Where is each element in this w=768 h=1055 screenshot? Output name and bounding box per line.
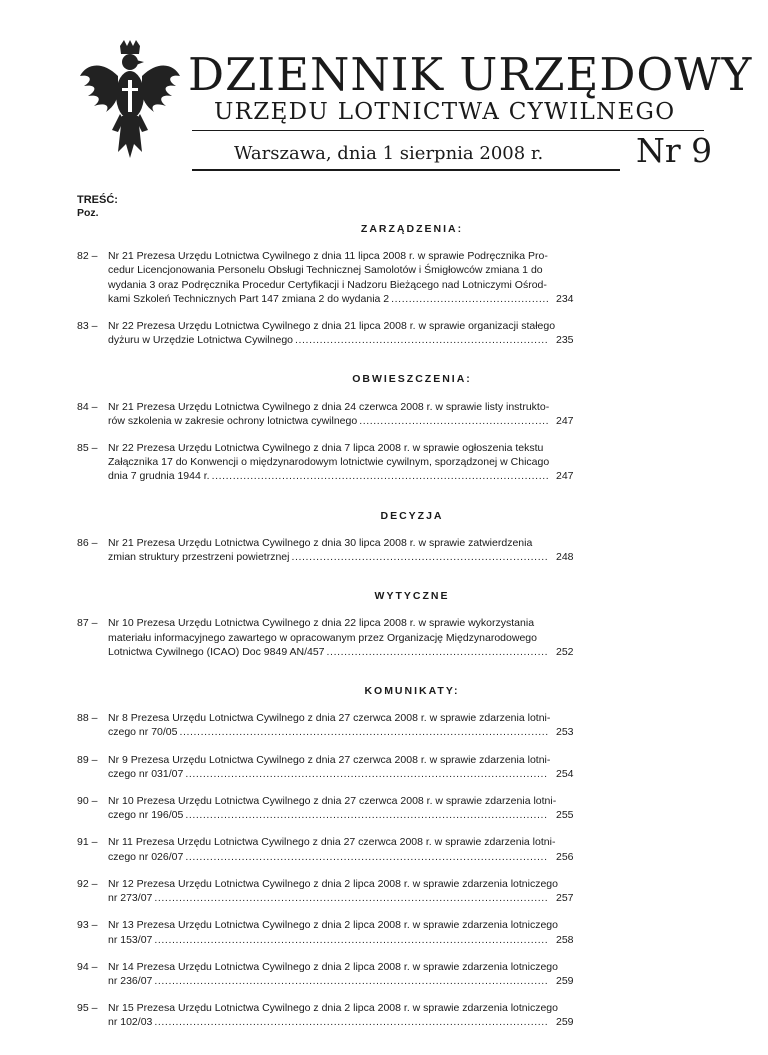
entry-text-line: Nr 21 Prezesa Urzędu Lotnictwa Cywilnego z dnia 24 czerwca 2008 r. w sprawie listy instrukto- xyxy=(108,400,550,413)
toc-entry[interactable] xyxy=(77,441,697,484)
page-number: 234 xyxy=(556,292,574,305)
entry-last-line xyxy=(108,808,576,822)
toc-entry[interactable] xyxy=(77,1001,697,1029)
page-number: 258 xyxy=(556,933,574,946)
entry-text-line: Nr 21 Prezesa Urzędu Lotnictwa Cywilnego z dnia 11 lipca 2008 r. w sprawie Podręcznika Pro- xyxy=(108,250,548,263)
section-heading: OBWIESZCZENIA: xyxy=(352,373,472,386)
page-number: 256 xyxy=(556,850,574,863)
toc-entry[interactable] xyxy=(77,918,697,946)
entry-number: 90 – xyxy=(77,795,98,808)
issue-date: Warszawa, dnia 1 sierpnia 2008 r. xyxy=(234,143,544,164)
entry-number: 92 – xyxy=(77,877,98,890)
toc-poz-label: Poz. xyxy=(77,207,99,219)
leader-dots xyxy=(154,1015,548,1029)
entry-description xyxy=(108,711,576,739)
entry-text-line: Nr 12 Prezesa Urzędu Lotnictwa Cywilnego z dnia 2 lipca 2008 r. w sprawie zdarzenia lotniczego xyxy=(108,877,558,890)
leader-dots xyxy=(295,333,548,347)
entry-last-line xyxy=(108,974,576,988)
entry-description xyxy=(108,753,576,781)
toc-entry[interactable] xyxy=(77,616,697,659)
entry-number: 82 – xyxy=(77,250,98,263)
toc-entry[interactable] xyxy=(77,400,697,428)
entry-text-line: Nr 15 Prezesa Urzędu Lotnictwa Cywilnego z dnia 2 lipca 2008 r. w sprawie zdarzenia lotniczego xyxy=(108,1002,558,1015)
table-of-contents xyxy=(77,222,697,1055)
leader-dots xyxy=(359,414,548,428)
page-number: 235 xyxy=(556,334,574,347)
leader-dots xyxy=(327,645,548,659)
page-number: 253 xyxy=(556,726,574,739)
entry-number: 89 – xyxy=(77,753,98,766)
journal-subtitle: URZĘDU LOTNICTWA CYWILNEGO xyxy=(214,99,676,125)
entry-number: 95 – xyxy=(77,1002,98,1015)
entry-number: 93 – xyxy=(77,919,98,932)
toc-entry[interactable] xyxy=(77,835,697,863)
section-heading: KOMUNIKATY: xyxy=(364,685,460,698)
entry-text-line: Załącznika 17 do Konwencji o międzynarodowym lotnictwie cywilnym, sporządzonej w Chicago xyxy=(108,456,550,469)
leader-dots xyxy=(154,974,548,988)
entry-text-line: nr 273/07 xyxy=(108,892,153,905)
entry-text-line: nr 102/03 xyxy=(108,1016,153,1029)
page-number: 259 xyxy=(556,974,574,987)
entry-text-line: czego nr 031/07 xyxy=(108,767,184,780)
section-heading: DECYZJA xyxy=(380,509,444,522)
page-number: 252 xyxy=(556,645,574,658)
entry-text-line: Nr 10 Prezesa Urzędu Lotnictwa Cywilnego z dnia 22 lipca 2008 r. w sprawie wykorzystania xyxy=(108,617,535,630)
entry-number: 83 – xyxy=(77,320,98,333)
entry-last-line xyxy=(108,933,576,947)
page-number: 254 xyxy=(556,767,574,780)
toc-entry[interactable] xyxy=(77,536,697,564)
entry-number: 91 – xyxy=(77,836,98,849)
entry-text-line: Nr 14 Prezesa Urzędu Lotnictwa Cywilnego z dnia 2 lipca 2008 r. w sprawie zdarzenia lotniczego xyxy=(108,960,558,973)
toc-entry[interactable] xyxy=(77,794,697,822)
entry-description xyxy=(108,794,576,822)
polish-eagle-emblem-icon xyxy=(76,40,184,162)
entry-text-line: cedur Licencjonowania Personelu Obsługi Technicznej Samolotów i Śmigłowców zmiana 1 do xyxy=(108,264,543,277)
leader-dots xyxy=(154,933,548,947)
entry-description xyxy=(108,319,576,347)
page-number: 247 xyxy=(556,470,574,483)
entry-text-line: czego nr 196/05 xyxy=(108,809,184,822)
leader-dots xyxy=(185,767,548,781)
entry-number: 86 – xyxy=(77,536,98,549)
entry-description xyxy=(108,441,576,484)
issue-number: Nr 9 xyxy=(636,131,713,170)
entry-text-line: dyżuru w Urzędzie Lotnictwa Cywilnego xyxy=(108,334,293,347)
entry-number: 88 – xyxy=(77,712,98,725)
entry-text-line: nr 236/07 xyxy=(108,974,153,987)
entry-number: 87 – xyxy=(77,617,98,630)
entry-last-line xyxy=(108,414,576,428)
entry-text-line: Nr 9 Prezesa Urzędu Lotnictwa Cywilnego z dnia 27 czerwca 2008 r. w sprawie zdarzenia lotni- xyxy=(108,753,551,766)
page-number: 255 xyxy=(556,809,574,822)
entry-last-line xyxy=(108,891,576,905)
section-heading: ZARZĄDZENIA: xyxy=(360,223,464,235)
toc-entry[interactable] xyxy=(77,249,697,306)
entry-last-line xyxy=(108,469,576,483)
toc-entry[interactable] xyxy=(77,960,697,988)
entry-text-line: Nr 13 Prezesa Urzędu Lotnictwa Cywilnego z dnia 2 lipca 2008 r. w sprawie zdarzenia lotniczego xyxy=(108,919,558,932)
entry-text-line: kami Szkoleń Technicznych Part 147 zmiana 2 do wydania 2 xyxy=(108,292,390,305)
toc-entry[interactable] xyxy=(77,711,697,739)
entry-text-line: Nr 21 Prezesa Urzędu Lotnictwa Cywilnego z dnia 30 lipca 2008 r. w sprawie zatwierdzenia xyxy=(108,536,533,549)
leader-dots xyxy=(179,725,548,739)
entry-last-line xyxy=(108,1015,576,1029)
entry-description xyxy=(108,835,576,863)
entry-text-line: Nr 8 Prezesa Urzędu Lotnictwa Cywilnego z dnia 27 czerwca 2008 r. w sprawie zdarzenia lotni- xyxy=(108,712,551,725)
entry-text-line: Nr 11 Prezesa Urzędu Lotnictwa Cywilnego z dnia 27 czerwca 2008 r. w sprawie zdarzenia lotni- xyxy=(108,836,556,849)
entry-description xyxy=(108,400,576,428)
entry-last-line xyxy=(108,550,576,564)
leader-dots xyxy=(212,469,548,483)
page-number: 257 xyxy=(556,892,574,905)
entry-last-line xyxy=(108,645,576,659)
entry-text-line: rów szkolenia w zakresie ochrony lotnictwa cywilnego xyxy=(108,414,358,427)
entry-last-line xyxy=(108,725,576,739)
entry-text-line: Nr 22 Prezesa Urzędu Lotnictwa Cywilnego z dnia 7 lipca 2008 r. w sprawie ogłoszenia tekstu xyxy=(108,442,544,455)
page-number: 248 xyxy=(556,551,574,564)
page-number: 247 xyxy=(556,414,574,427)
journal-title: DZIENNIK URZĘDOWY xyxy=(188,48,753,101)
leader-dots xyxy=(291,550,548,564)
leader-dots xyxy=(154,891,548,905)
entry-number: 85 – xyxy=(77,442,98,455)
entry-number: 84 – xyxy=(77,400,98,413)
header-rule-top xyxy=(192,130,704,131)
entry-text-line: czego nr 026/07 xyxy=(108,850,184,863)
entry-description xyxy=(108,918,576,946)
toc-label: TREŚĆ: xyxy=(77,194,118,206)
toc-entry[interactable] xyxy=(77,877,697,905)
toc-entry[interactable] xyxy=(77,753,697,781)
leader-dots xyxy=(185,808,548,822)
header-rule-bottom xyxy=(192,169,620,171)
entry-number: 94 – xyxy=(77,960,98,973)
entry-description xyxy=(108,616,576,659)
entry-last-line xyxy=(108,292,576,306)
entry-description xyxy=(108,1001,576,1029)
entry-description xyxy=(108,536,576,564)
entry-text-line: czego nr 70/05 xyxy=(108,726,178,739)
section-heading: WYTYCZNE xyxy=(374,590,450,603)
leader-dots xyxy=(391,292,548,306)
page-number: 259 xyxy=(556,1016,574,1029)
toc-entry[interactable] xyxy=(77,319,697,347)
entry-text-line: wydania 3 oraz Podręcznika Procedur Certyfikacji i Nadzoru Bieżącego nad Lotniczymi Ośrod- xyxy=(108,278,547,291)
entry-text-line: Nr 22 Prezesa Urzędu Lotnictwa Cywilnego z dnia 21 lipca 2008 r. w sprawie organizacji stałego xyxy=(108,320,556,333)
entry-last-line xyxy=(108,333,576,347)
entry-text-line: nr 153/07 xyxy=(108,933,153,946)
entry-text-line: Nr 10 Prezesa Urzędu Lotnictwa Cywilnego z dnia 27 czerwca 2008 r. w sprawie zdarzenia lotni- xyxy=(108,795,557,808)
entry-last-line xyxy=(108,767,576,781)
entry-description xyxy=(108,249,576,306)
entry-text-line: Lotnictwa Cywilnego (ICAO) Doc 9849 AN/457 xyxy=(108,645,325,658)
entry-text-line: dnia 7 grudnia 1944 r. xyxy=(108,470,210,483)
leader-dots xyxy=(185,850,548,864)
entry-text-line: zmian struktury przestrzeni powietrznej xyxy=(108,551,290,564)
entry-description xyxy=(108,877,576,905)
entry-description xyxy=(108,960,576,988)
entry-text-line: materiału informacyjnego zawartego w opracowanym przez Organizację Międzynarodowego xyxy=(108,631,537,644)
entry-last-line xyxy=(108,850,576,864)
